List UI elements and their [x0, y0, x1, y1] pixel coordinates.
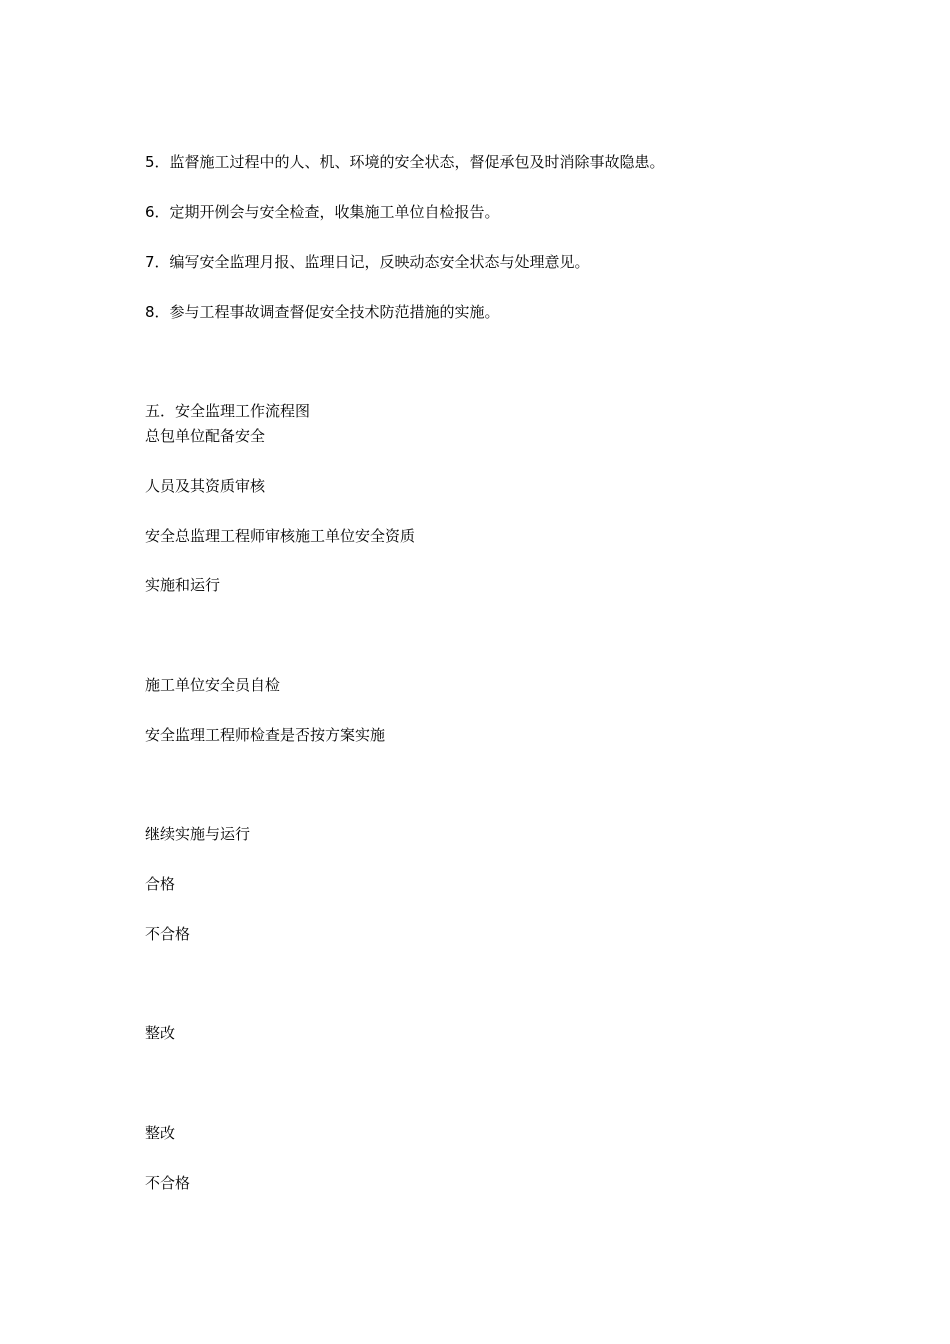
duty-number: 8: [145, 303, 155, 321]
duty-text: ．监督施工过程中的人、机、环境的安全状态，督促承包及时消除事故隐患。: [154, 153, 665, 171]
section-heading: 五．安全监理工作流程图: [145, 402, 311, 420]
duty-number: 6: [145, 203, 155, 221]
flow-line: 合格: [145, 875, 176, 893]
flow-line: 总包单位配备安全: [145, 427, 266, 445]
flow-line: 继续实施与运行: [145, 825, 251, 843]
duty-item-5: [145, 152, 665, 172]
flow-line: 整改: [145, 1024, 176, 1042]
flow-line: 整改: [145, 1124, 176, 1142]
duty-number: 5: [145, 153, 155, 171]
flow-line: 安全监理工程师检查是否按方案实施: [145, 726, 386, 744]
duty-item-6: [145, 202, 500, 222]
duty-text: ．定期开例会与安全检查，收集施工单位自检报告。: [154, 203, 500, 221]
flow-line: 施工单位安全员自检: [145, 676, 281, 694]
flow-line: 实施和运行: [145, 576, 221, 594]
duty-text: ．参与工程事故调查督促安全技术防范措施的实施。: [154, 303, 500, 321]
duty-item-7: [145, 252, 590, 272]
duty-text: ．编写安全监理月报、监理日记，反映动态安全状态与处理意见。: [154, 253, 590, 271]
duty-number: 7: [145, 253, 155, 271]
flow-line: 安全总监理工程师审核施工单位安全资质: [145, 527, 416, 545]
duty-item-8: [145, 302, 500, 322]
flow-line: 不合格: [145, 1174, 191, 1192]
flow-line: 不合格: [145, 925, 191, 943]
flow-line: 人员及其资质审核: [145, 477, 266, 495]
